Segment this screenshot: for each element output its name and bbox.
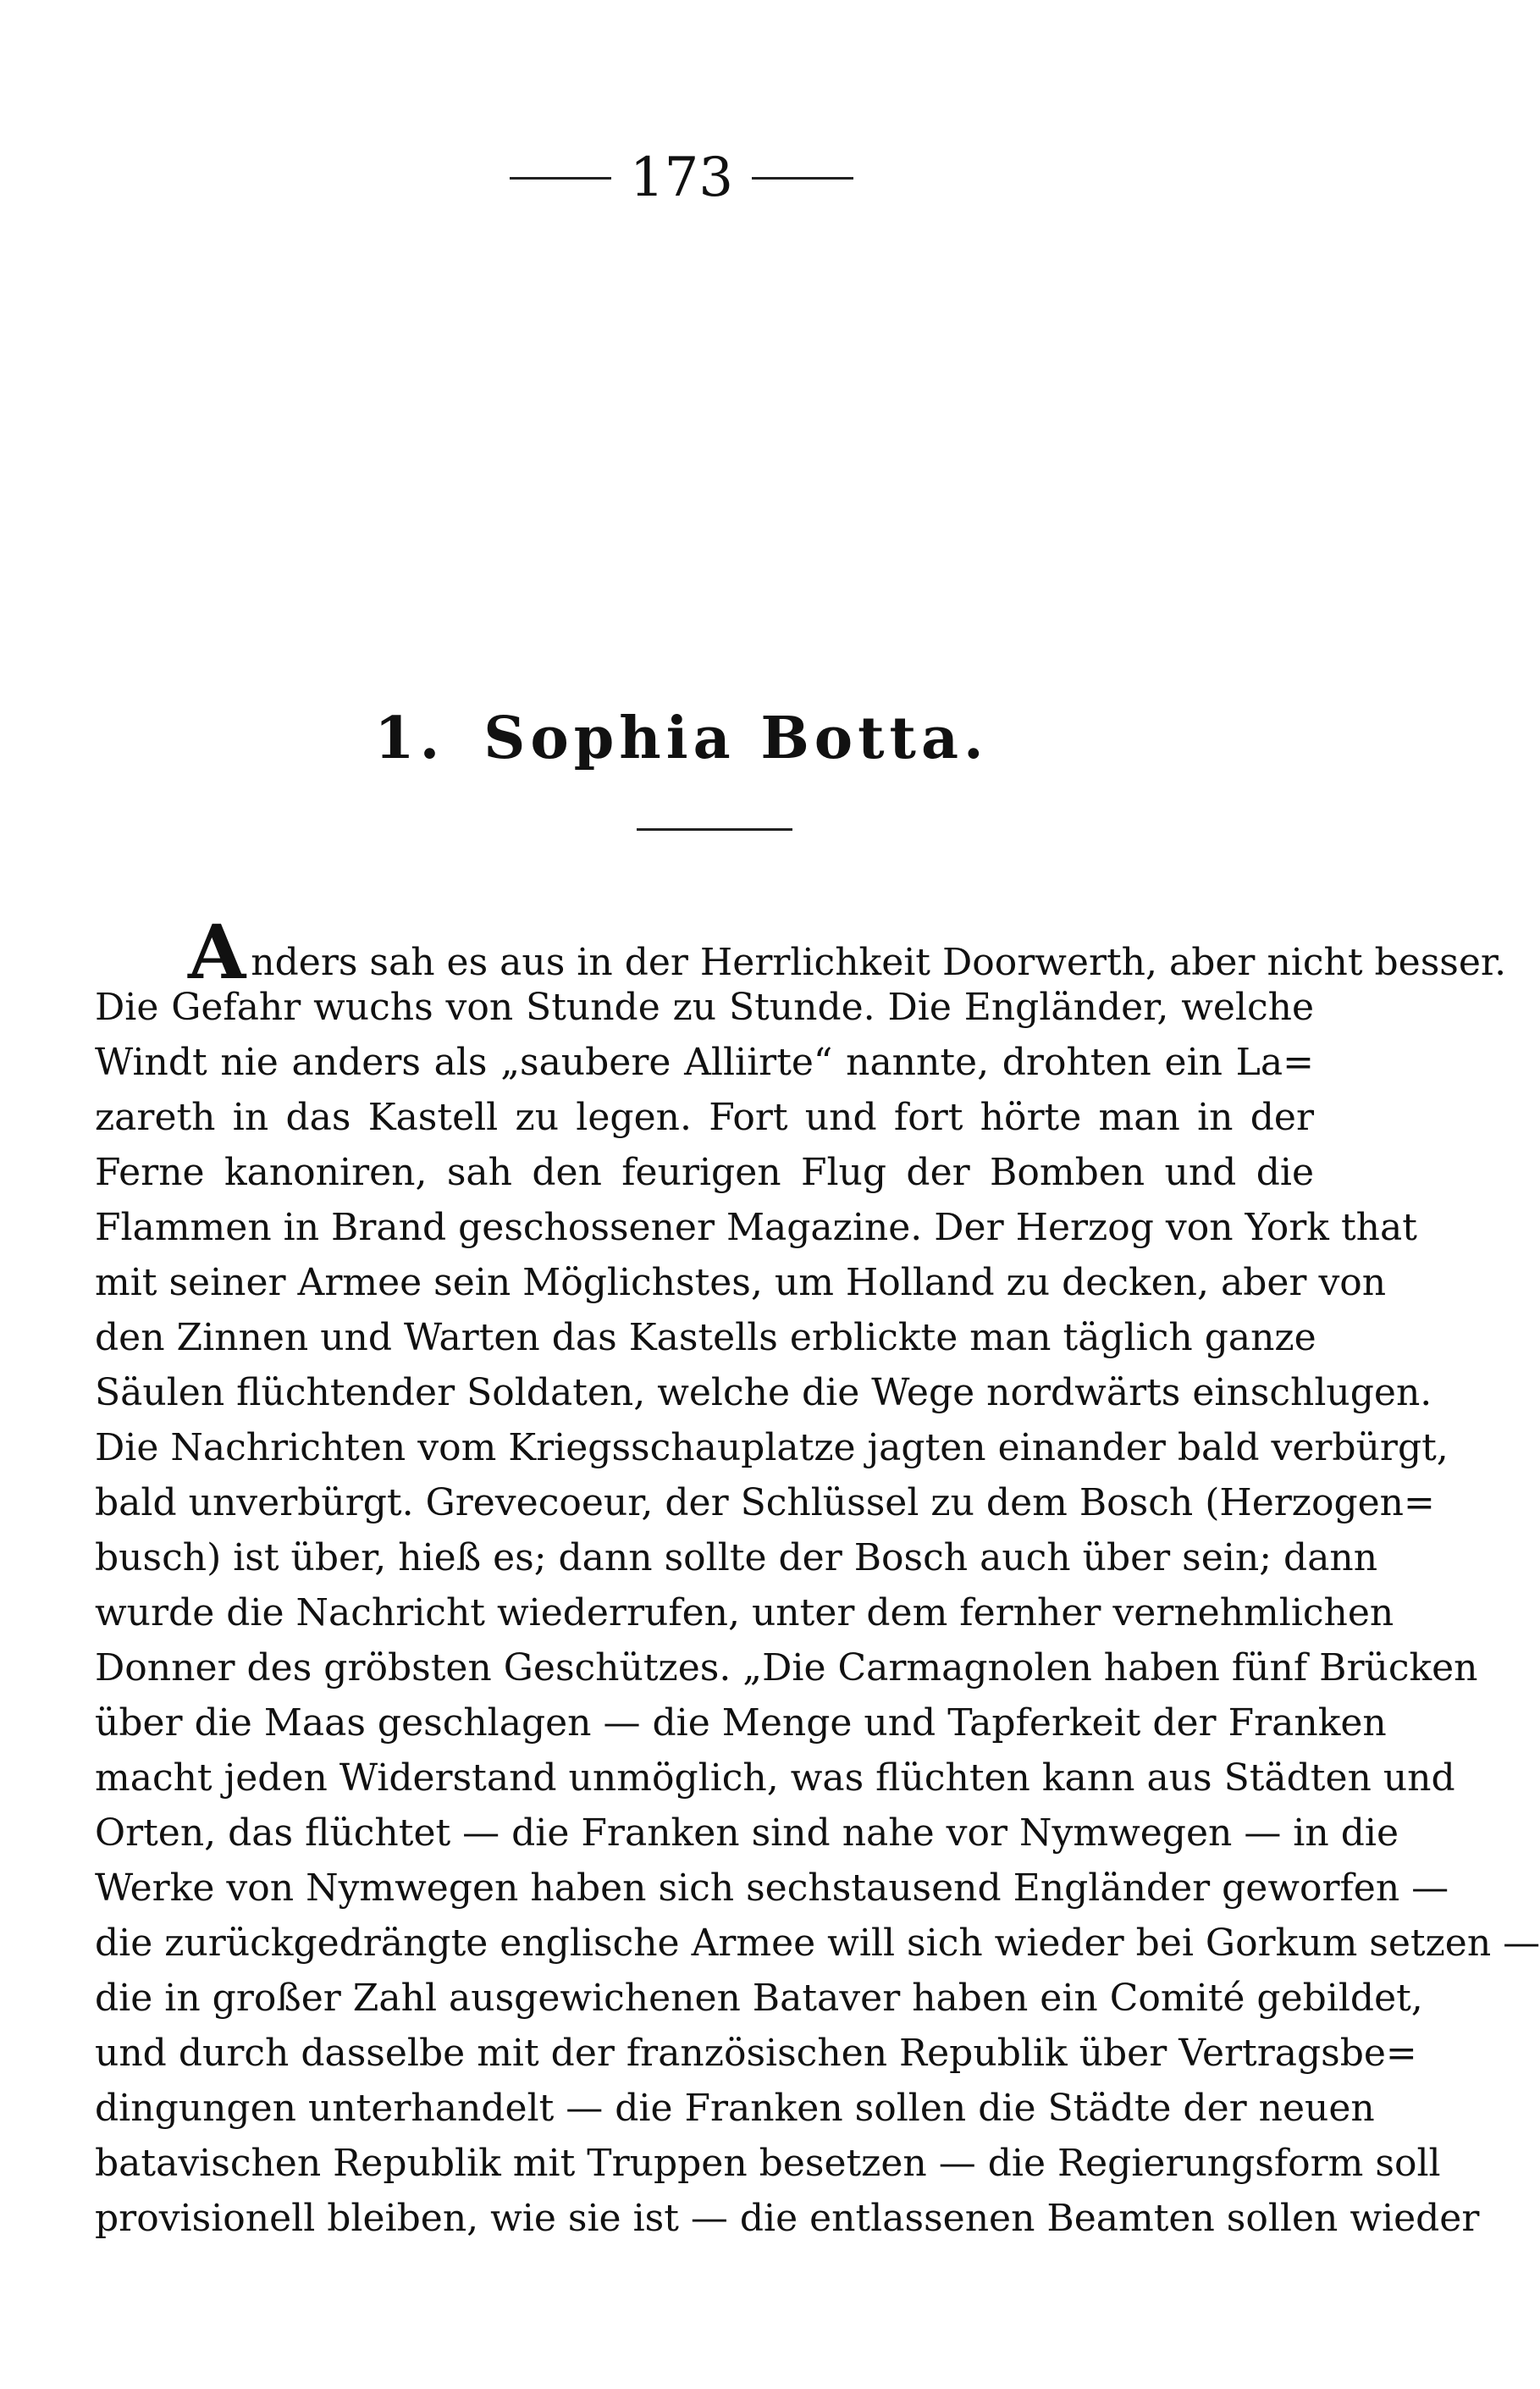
text-line: Die Nachrichten vom Kriegsschauplatze jagten einander bald verbürgt, — [95, 1426, 1449, 1469]
body-text — [95, 908, 1540, 2246]
text-line: die in großer Zahl ausgewichenen Bataver haben ein Comité gebildet, — [95, 1977, 1423, 2020]
header-rule-right — [752, 177, 853, 180]
text-line: Windt nie anders als „saubere Alliirte“ nannte, drohten ein La= — [95, 1041, 1314, 1084]
text-line: Säulen flüchtender Soldaten, welche die Wege nordwärts einschlugen. — [95, 1371, 1432, 1414]
text-line: provisionell bleiben, wie sie ist — die entlassenen Beamten sollen wieder — [95, 2197, 1480, 2240]
chapter-number: 1. — [374, 705, 445, 772]
text-line: macht jeden Widerstand unmöglich, was flüchten kann aus Städten und — [95, 1756, 1455, 1800]
text-line: bald unverbürgt. Grevecoeur, der Schlüssel zu dem Bosch (Herzogen= — [95, 1481, 1435, 1524]
text-line: Flammen in Brand geschossener Magazine. Der Herzog von York that — [95, 1206, 1417, 1249]
text-line: Orten, das flüchtet — die Franken sind nahe vor Nymwegen — in die — [95, 1811, 1399, 1855]
text-line: Donner des gröbsten Geschützes. „Die Carmagnolen haben fünf Brücken — [95, 1646, 1478, 1689]
text-line: den Zinnen und Warten das Kastells erblickte man täglich ganze — [95, 1316, 1316, 1359]
header-rule-left — [510, 177, 611, 180]
page-number: 173 — [629, 147, 734, 209]
page-header — [0, 147, 1363, 209]
text-line: zareth in das Kastell zu legen. Fort und fort hörte man in der — [95, 1096, 1314, 1139]
text-line: dingungen unterhandelt — die Franken sollen die Städte der neuen — [95, 2087, 1375, 2130]
text-line: Ferne kanoniren, sah den feurigen Flug der Bomben und die — [95, 1151, 1314, 1194]
text-line: Die Gefahr wuchs von Stunde zu Stunde. Die Engländer, welche — [95, 986, 1314, 1029]
text-line-first — [95, 908, 1507, 996]
chapter-heading — [0, 705, 1363, 772]
section-divider — [637, 828, 792, 831]
text-line: über die Maas geschlagen — die Menge und Tapferkeit der Franken — [95, 1701, 1387, 1745]
drop-initial: A — [188, 908, 246, 996]
text-line: die zurückgedrängte englische Armee will sich wieder bei Gorkum setzen — — [95, 1922, 1540, 1965]
text-line: mit seiner Armee sein Möglichstes, um Holland zu decken, aber von — [95, 1261, 1387, 1304]
first-line-text: nders sah es aus in der Herrlichkeit Doorwerth, aber nicht besser. — [251, 941, 1507, 984]
text-line: batavischen Republik mit Truppen besetzen — die Regierungsform soll — [95, 2142, 1441, 2185]
chapter-title: Sophia Botta. — [483, 705, 989, 772]
text-line: und durch dasselbe mit der französischen Republik über Vertragsbe= — [95, 2032, 1417, 2075]
text-line: busch) ist über, hieß es; dann sollte der Bosch auch über sein; dann — [95, 1536, 1378, 1579]
text-line: wurde die Nachricht wiederrufen, unter dem fernher vernehmlichen — [95, 1591, 1394, 1634]
text-line: Werke von Nymwegen haben sich sechstausend Engländer geworfen — — [95, 1866, 1449, 1910]
